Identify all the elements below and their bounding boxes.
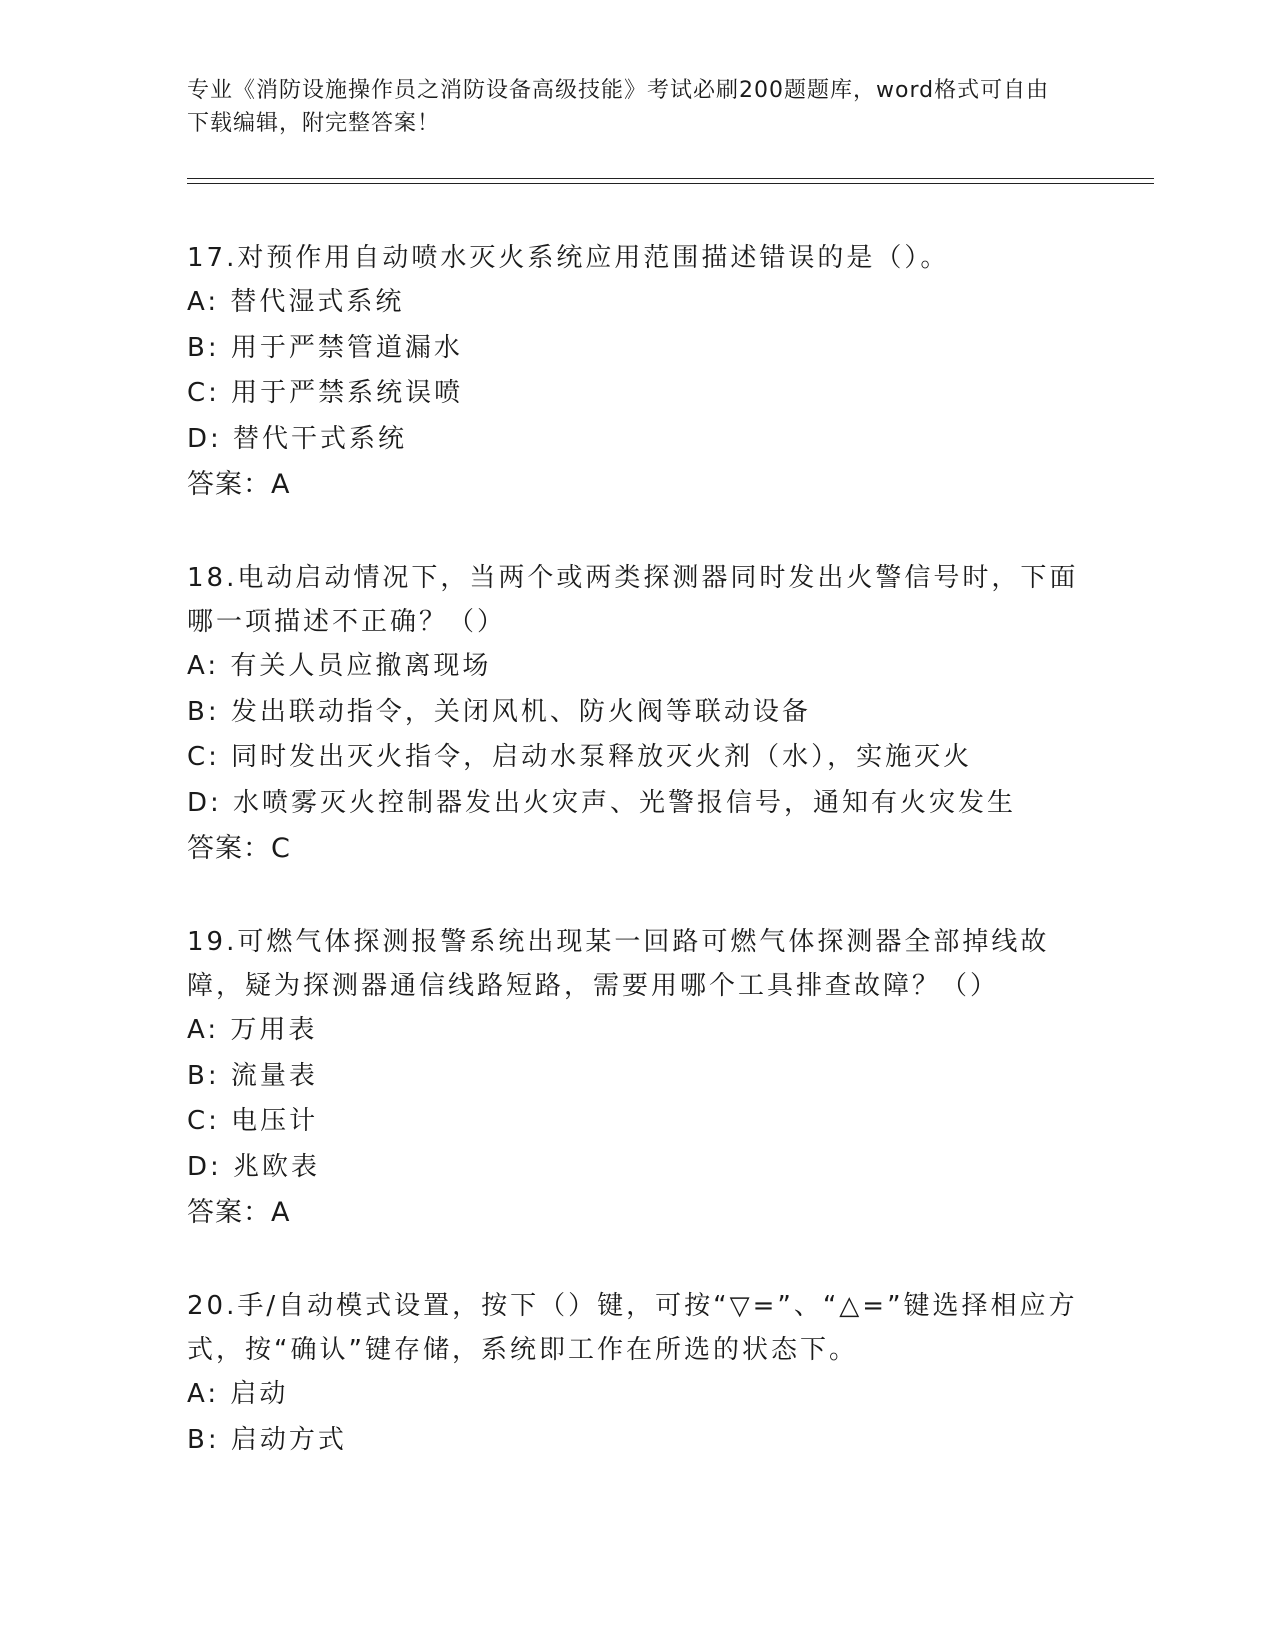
answer-line: 答案：A xyxy=(187,469,291,500)
option-b: B: 启动方式 xyxy=(187,1424,347,1455)
option-b: B: 流量表 xyxy=(187,1060,318,1091)
option-c: C: 电压计 xyxy=(187,1106,319,1136)
option-c: C: 同时发出灭火指令，启动水泵释放灭火剂（水），实施灭火 xyxy=(187,742,973,772)
answer-line: 答案：A xyxy=(187,1197,291,1228)
header-divider-bottom xyxy=(187,183,1154,184)
option-a: A: 万用表 xyxy=(187,1015,318,1045)
question-17 xyxy=(187,236,1087,508)
option-a: A: 启动 xyxy=(187,1379,289,1409)
question-19 xyxy=(187,920,1087,1236)
question-text: 20.手/自动模式设置，按下（）键，可按“▽=”、“△=”键选择相应方式，按“确认”键存储，系统即工作在所选的状态下。 xyxy=(187,1291,1078,1365)
question-20 xyxy=(187,1284,1087,1463)
header-divider-top xyxy=(187,178,1154,179)
option-c: C: 用于严禁系统误喷 xyxy=(187,378,464,408)
document-header xyxy=(187,74,1067,140)
header-intro-text: 专业《消防设施操作员之消防设备高级技能》考试必刷200题题库，word格式可自由下载编辑，附完整答案！ xyxy=(187,78,1050,136)
answer-line: 答案：C xyxy=(187,833,291,864)
option-d: D: 替代干式系统 xyxy=(187,423,408,454)
option-b: B: 发出联动指令，关闭风机、防火阀等联动设备 xyxy=(187,696,811,727)
question-18 xyxy=(187,556,1087,872)
option-d: D: 水喷雾灭火控制器发出火灾声、光警报信号，通知有火灾发生 xyxy=(187,787,1017,818)
option-d: D: 兆欧表 xyxy=(187,1151,321,1182)
question-text: 17.对预作用自动喷水灭火系统应用范围描述错误的是（）。 xyxy=(187,243,950,273)
option-a: A: 替代湿式系统 xyxy=(187,287,405,317)
option-b: B: 用于严禁管道漏水 xyxy=(187,332,463,363)
question-text: 18.电动启动情况下，当两个或两类探测器同时发出火警信号时，下面哪一项描述不正确？（） xyxy=(187,563,1079,637)
question-text: 19.可燃气体探测报警系统出现某一回路可燃气体探测器全部掉线故障，疑为探测器通信线路短路，需要用哪个工具排查故障？（） xyxy=(187,927,1050,1001)
option-a: A: 有关人员应撤离现场 xyxy=(187,651,492,681)
